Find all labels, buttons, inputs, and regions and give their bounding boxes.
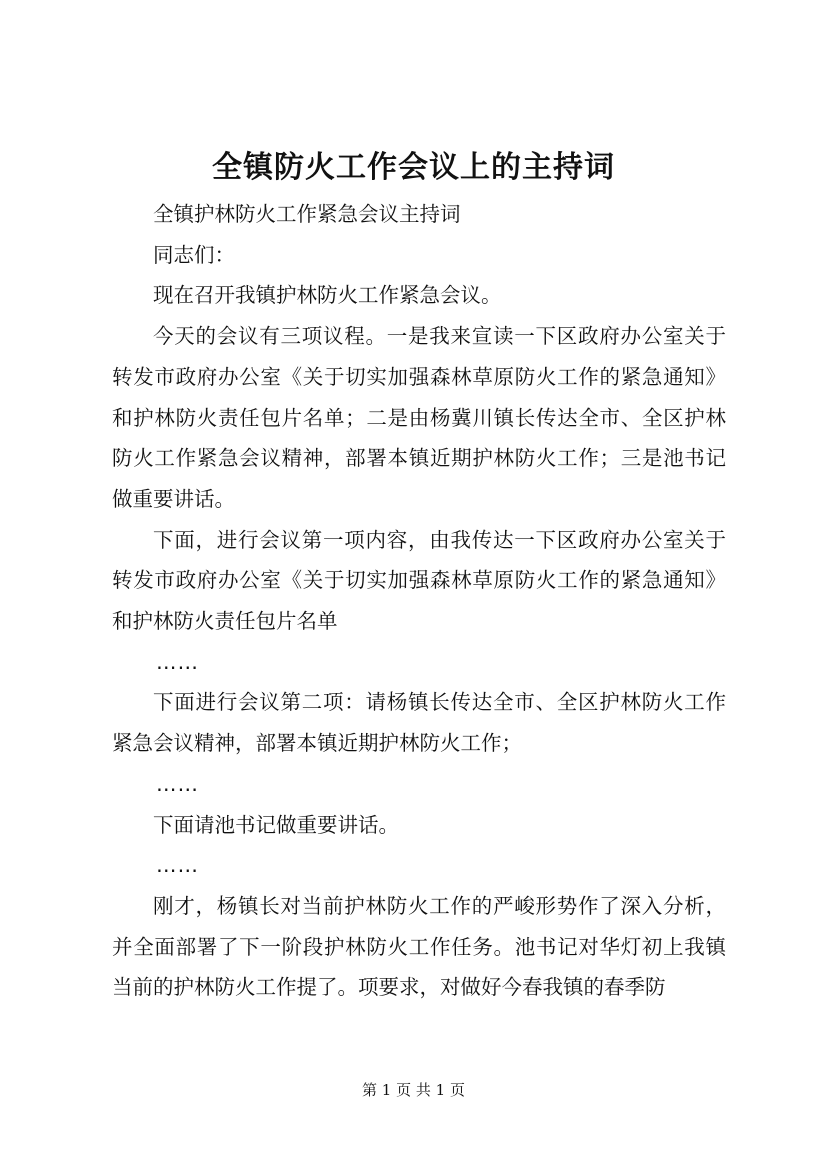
paragraph-summary: 刚才，杨镇长对当前护林防火工作的严峻形势作了深入分析，并全面部署了下一阶段护林防火工作任务。池书记对华灯初上我镇当前的护林防火工作提了。项要求，对做好今春我镇的春季防 [112,893,726,1000]
paragraph-salutation: 同志们： [153,242,235,267]
paragraph-item-three: 下面请池书记做重要讲话。 [153,812,399,837]
paragraph-opening: 现在召开我镇护林防火工作紧急会议。 [153,283,502,308]
ellipsis-2: …… [156,771,199,796]
paragraph-subtitle: 全镇护林防火工作紧急会议主持词 [153,202,461,226]
paragraph-item-one: 下面，进行会议第一项内容，由我传达一下区政府办公室关于转发市政府办公室《关于切实加强森林草原防火工作的紧急通知》和护林防火责任包片名单 [112,527,726,634]
paragraph-item-two: 下面进行会议第二项：请杨镇长传达全市、全区护林防火工作紧急会议精神，部署本镇近期护林防火工作； [112,690,726,756]
paragraph-agenda: 今天的会议有三项议程。一是我来宣读一下区政府办公室关于转发市政府办公室《关于切实加强森林草原防火工作的紧急通知》和护林防火责任包片名单；二是由杨冀川镇长传达全市、全区护林防火工作紧急会议精神，部署本镇近期护林防火工作；三是池书记做重要讲话。 [112,324,726,511]
ellipsis-3: …… [156,853,199,878]
document-title: 全镇防火工作会议上的主持词 [212,150,615,185]
page-number-footer: 第 1 页 共 1 页 [362,1081,465,1099]
document-body [112,194,726,1008]
ellipsis-1: …… [156,649,199,674]
